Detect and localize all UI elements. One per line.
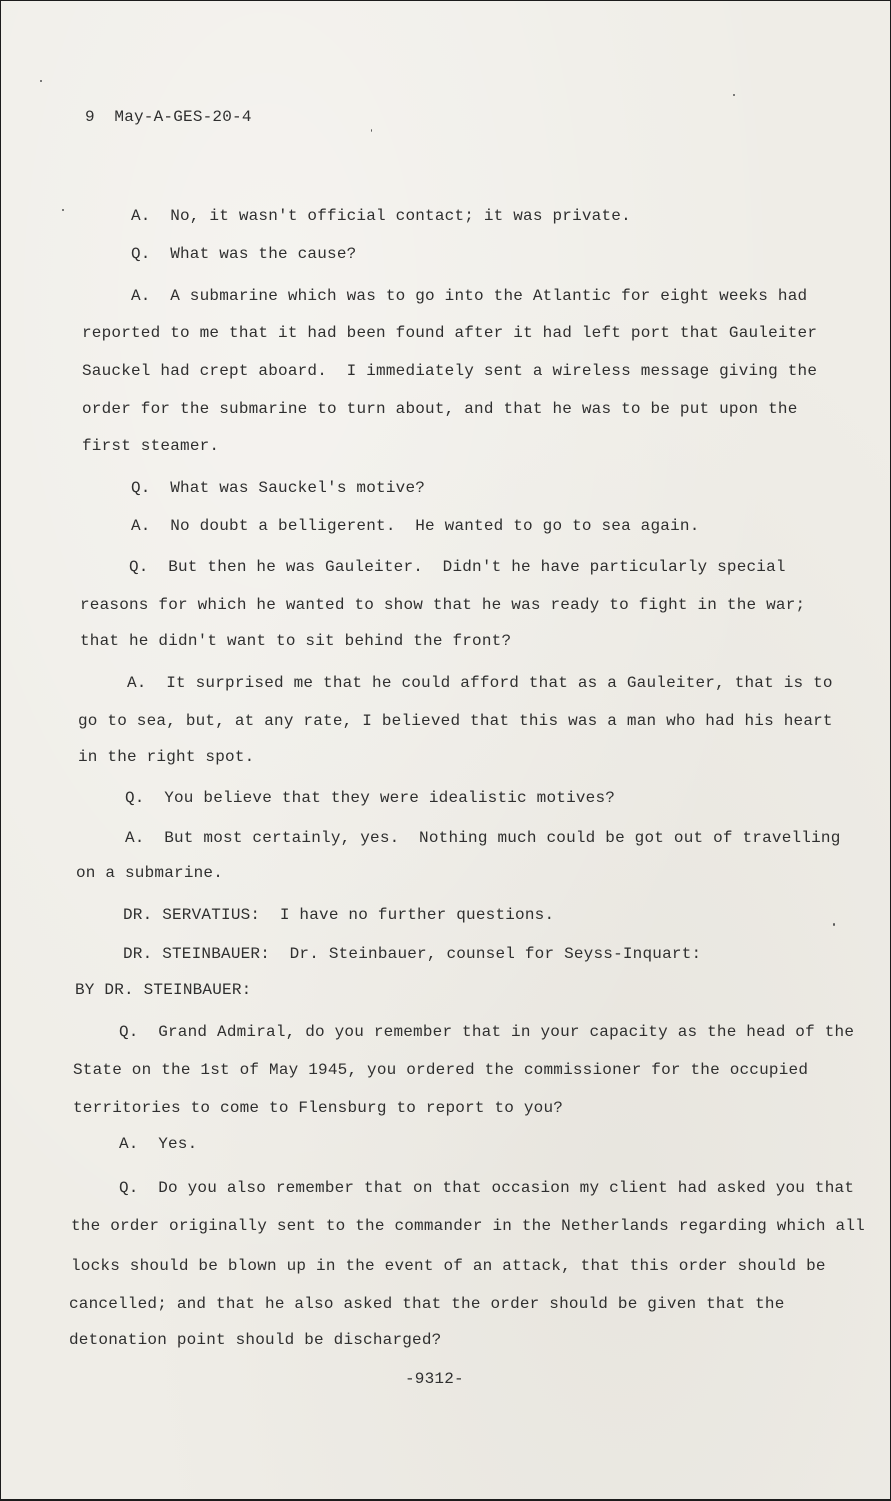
transcript-page [1,1,890,1499]
paper-speck [40,80,42,82]
transcript-line: territories to come to Flensburg to report to you? [73,1099,564,1117]
transcript-line: Q. But then he was Gauleiter. Didn't he have particularly special [129,558,786,576]
transcript-line: State on the 1st of May 1945, you ordered the commissioner for the occupied [73,1061,809,1079]
transcript-line: cancelled; and that he also asked that the order should be given that the [69,1295,785,1313]
transcript-line: A. But most certainly, yes. Nothing much could be got out of travelling [125,829,841,847]
transcript-line: that he didn't want to sit behind the front? [80,632,512,650]
transcript-line: detonation point should be discharged? [69,1331,442,1349]
transcript-line: Q. Do you also remember that on that occasion my client had asked you that [119,1179,855,1197]
paper-speck [371,129,372,132]
transcript-line: reasons for which he wanted to show that he was ready to fight in the war; [80,596,806,614]
transcript-line: Sauckel had crept aboard. I immediately sent a wireless message giving the [82,362,818,380]
transcript-line: BY DR. STEINBAUER: [75,981,252,999]
transcript-line: first steamer. [82,437,220,455]
transcript-line: order for the submarine to turn about, and that he was to be put upon the [82,400,798,418]
paper-speck [833,923,835,926]
transcript-line: Q. You believe that they were idealistic motives? [125,789,616,807]
transcript-line: locks should be blown up in the event of an attack, that this order should be [71,1257,826,1275]
page-header: 9 May-A-GES-20-4 [85,108,252,126]
transcript-line: Q. What was the cause? [131,245,357,263]
paper-speck [733,94,735,96]
transcript-line: Q. Grand Admiral, do you remember that in your capacity as the head of the [119,1023,855,1041]
page-number: -9312- [405,1370,464,1388]
transcript-line: on a submarine. [76,864,224,882]
transcript-line: reported to me that it had been found after it had left port that Gauleiter [82,324,818,342]
transcript-line: Q. What was Sauckel's motive? [131,479,426,497]
transcript-line: the order originally sent to the commander in the Netherlands regarding which all [71,1217,865,1235]
transcript-line: A. No, it wasn't official contact; it was private. [131,207,631,225]
transcript-line: A. It surprised me that he could afford that as a Gauleiter, that is to [127,674,833,692]
transcript-line: DR. STEINBAUER: Dr. Steinbauer, counsel for Seyss-Inquart: [123,945,702,963]
paper-speck [62,209,64,211]
transcript-line: A. No doubt a belligerent. He wanted to go to sea again. [131,517,700,535]
transcript-line: go to sea, but, at any rate, I believed that this was a man who had his heart [78,712,833,730]
transcript-line: DR. SERVATIUS: I have no further questions. [123,906,555,924]
transcript-line: in the right spot. [78,748,255,766]
transcript-line: A. A submarine which was to go into the Atlantic for eight weeks had [131,287,808,305]
transcript-line: A. Yes. [119,1135,198,1153]
